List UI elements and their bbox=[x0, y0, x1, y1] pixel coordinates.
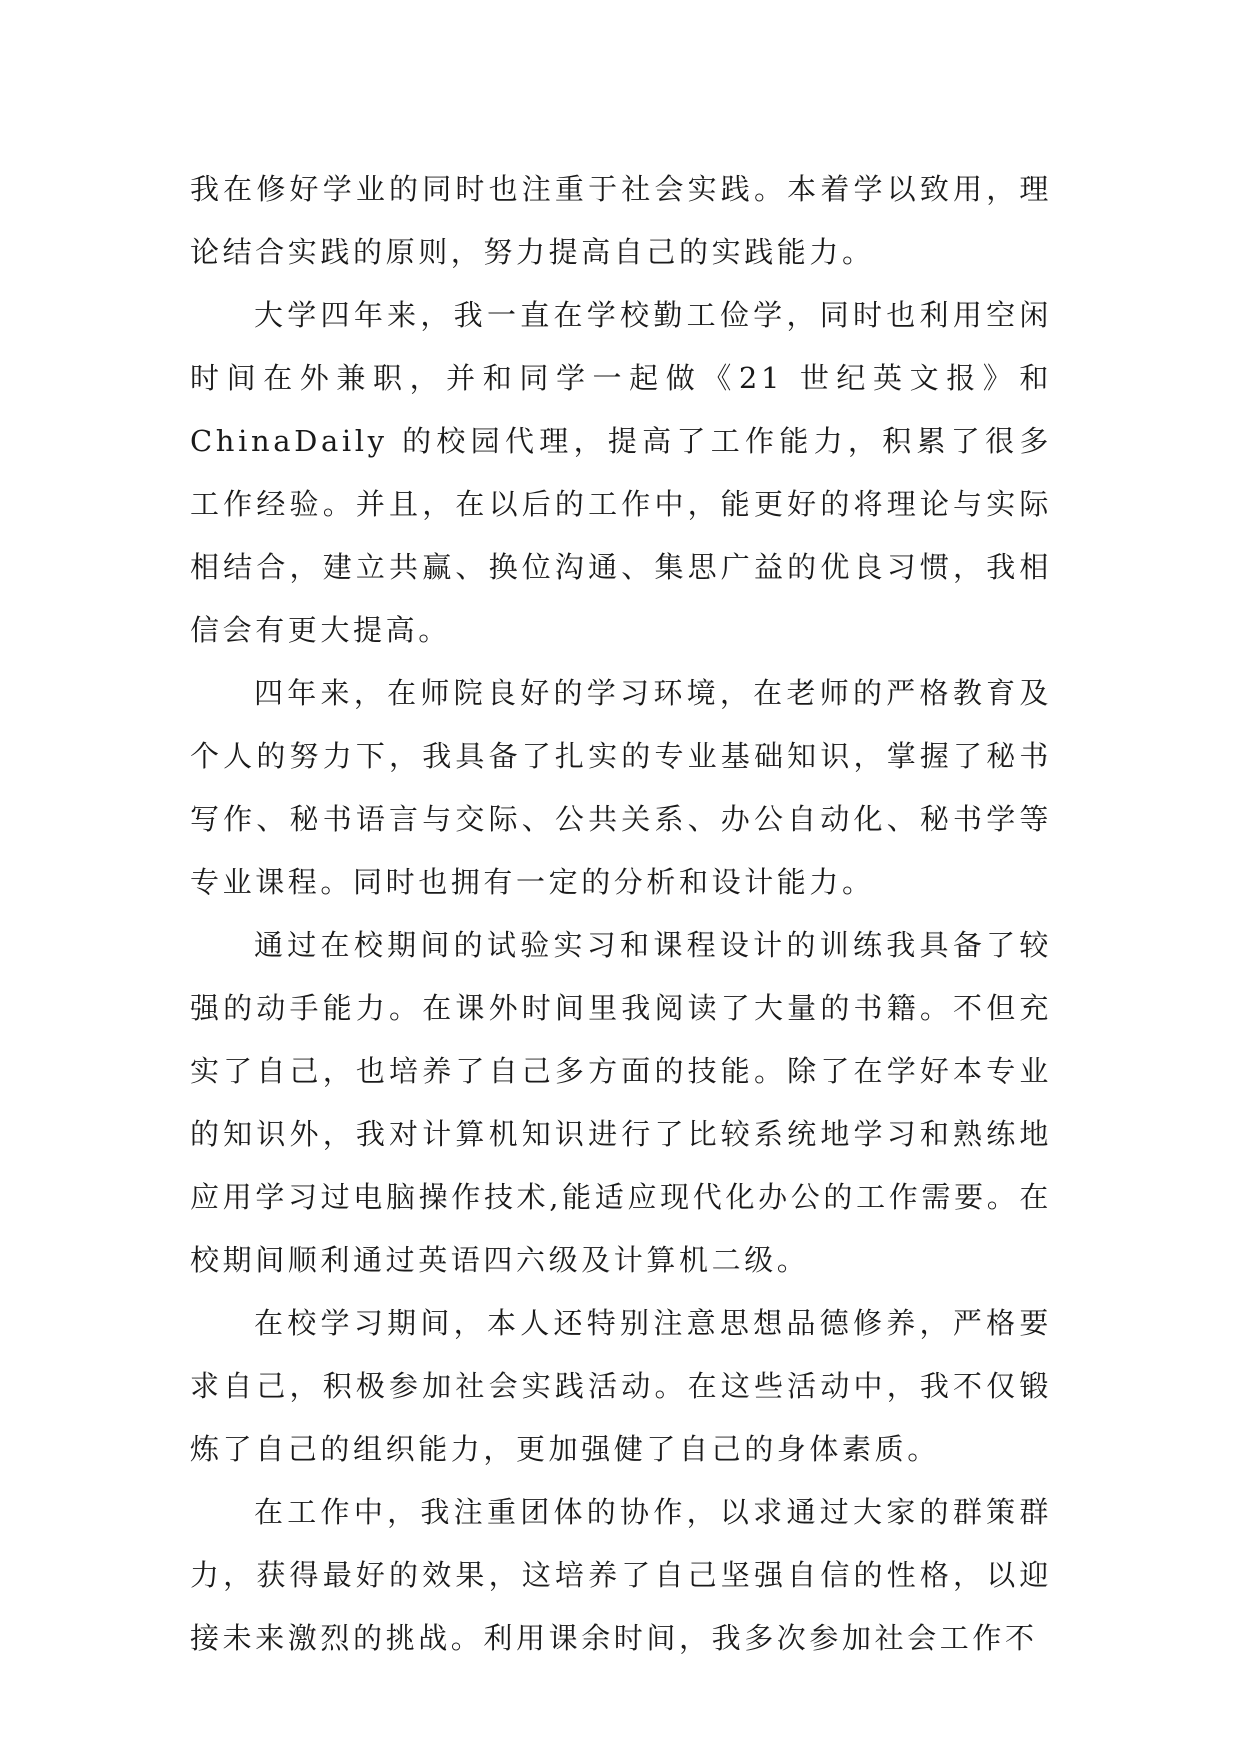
paragraph-work-study: 大学四年来，我一直在学校勤工俭学，同时也利用空闲时间在外兼职，并和同学一起做《21 世纪英文报》和ChinaDaily 的校园代理，提高了工作能力，积累了很多工作经验。并且，在以后的工作中，能更好的将理论与实际相结合，建立共赢、换位沟通、集思广益的优良习惯，我相信会有更大提高。 bbox=[190, 298, 1052, 647]
document-body bbox=[190, 158, 1052, 1670]
paragraph-practice: 我在修好学业的同时也注重于社会实践。本着学以致用，理论结合实践的原则，努力提高自己的实践能力。 bbox=[190, 172, 1052, 269]
paragraph-teamwork: 在工作中，我注重团体的协作，以求通过大家的群策群力，获得最好的效果，这培养了自己坚强自信的性格，以迎接未来激烈的挑战。利用课余时间，我多次参加社会工作不 bbox=[190, 1495, 1052, 1655]
paragraph-character: 在校学习期间，本人还特别注意思想品德修养，严格要求自己，积极参加社会实践活动。在这些活动中，我不仅锻炼了自己的组织能力，更加强健了自己的身体素质。 bbox=[190, 1306, 1052, 1466]
paragraph-skills: 通过在校期间的试验实习和课程设计的训练我具备了较强的动手能力。在课外时间里我阅读了大量的书籍。不但充实了自己，也培养了自己多方面的技能。除了在学好本专业的知识外，我对计算机知识进行了比较系统地学习和熟练地应用学习过电脑操作技术,能适应现代化办公的工作需要。在校期间顺利通过英语四六级及计算机二级。 bbox=[190, 928, 1052, 1277]
paragraph-education: 四年来，在师院良好的学习环境，在老师的严格教育及个人的努力下，我具备了扎实的专业基础知识，掌握了秘书写作、秘书语言与交际、公共关系、办公自动化、秘书学等专业课程。同时也拥有一定的分析和设计能力。 bbox=[190, 676, 1052, 899]
